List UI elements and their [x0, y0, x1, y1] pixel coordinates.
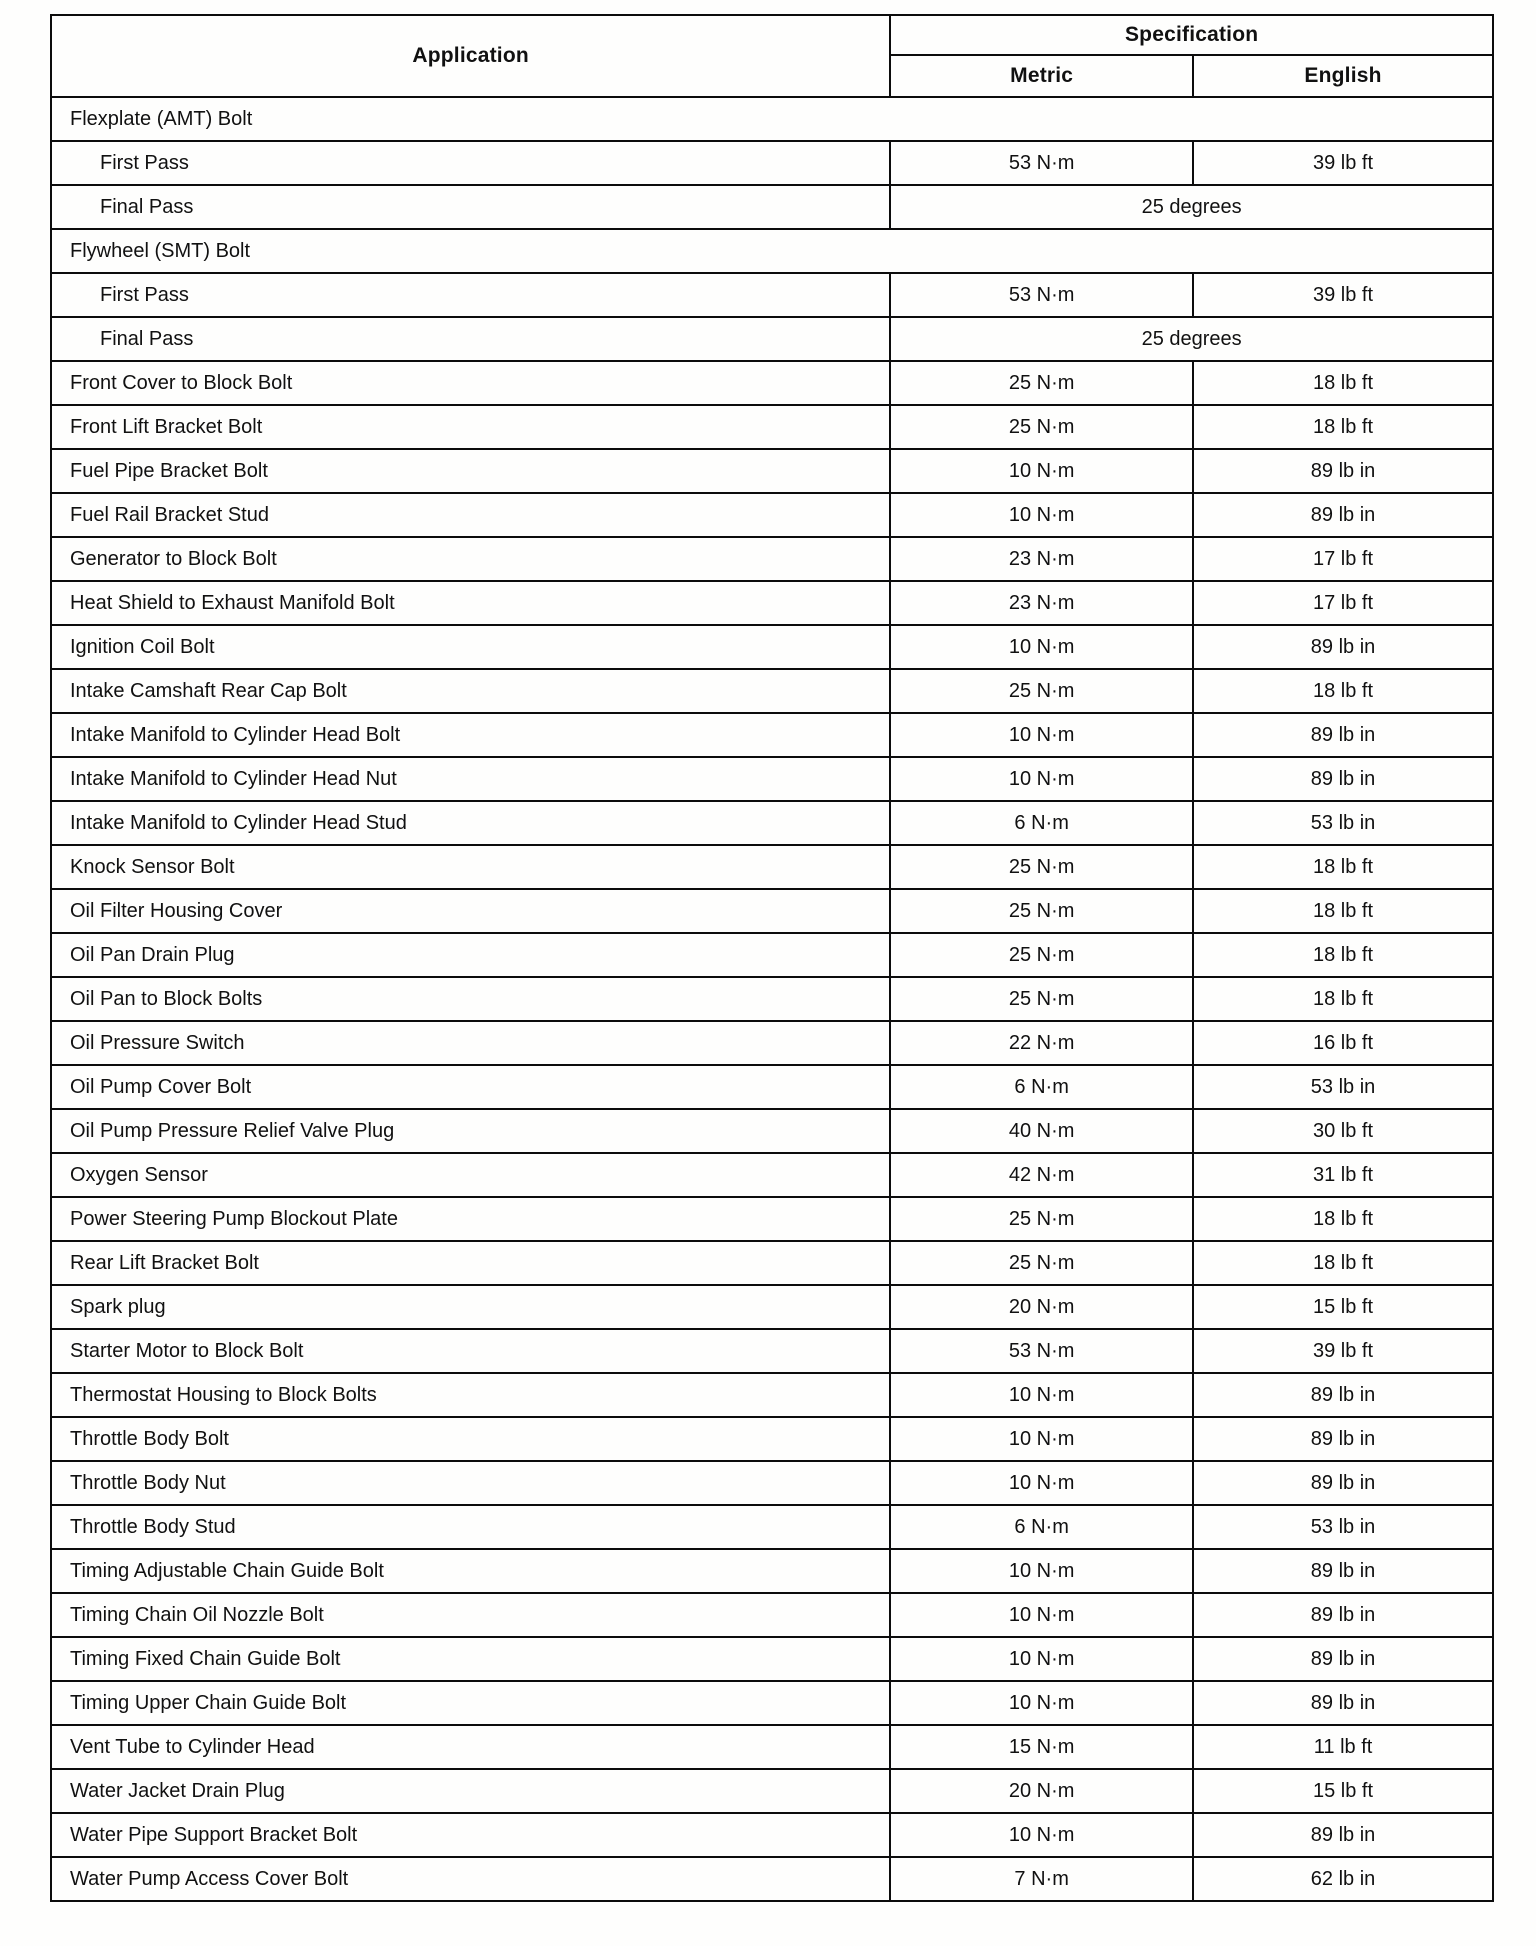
application-cell: Final Pass [51, 317, 890, 361]
table-row [51, 185, 1493, 229]
table-row [51, 1857, 1493, 1901]
english-cell: 53 lb in [1193, 801, 1493, 845]
table-row [51, 977, 1493, 1021]
metric-cell: 53 N·m [890, 1329, 1193, 1373]
table-row [51, 1725, 1493, 1769]
table-row [51, 1417, 1493, 1461]
english-cell: 89 lb in [1193, 1461, 1493, 1505]
table-row [51, 1197, 1493, 1241]
english-cell: 53 lb in [1193, 1065, 1493, 1109]
application-cell: Throttle Body Nut [51, 1461, 890, 1505]
table-row [51, 1109, 1493, 1153]
metric-cell: 53 N·m [890, 273, 1193, 317]
table-row [51, 493, 1493, 537]
application-cell: Timing Fixed Chain Guide Bolt [51, 1637, 890, 1681]
table-row [51, 317, 1493, 361]
application-cell: Oil Pressure Switch [51, 1021, 890, 1065]
header-row-top [51, 15, 1493, 55]
english-cell: 18 lb ft [1193, 1241, 1493, 1285]
english-cell: 18 lb ft [1193, 933, 1493, 977]
torque-spec-table [50, 14, 1494, 1902]
table-row [51, 933, 1493, 977]
application-cell: Oil Pan Drain Plug [51, 933, 890, 977]
metric-cell: 10 N·m [890, 1813, 1193, 1857]
application-cell: Oil Pan to Block Bolts [51, 977, 890, 1021]
metric-cell: 10 N·m [890, 449, 1193, 493]
english-cell: 89 lb in [1193, 1593, 1493, 1637]
metric-cell: 10 N·m [890, 757, 1193, 801]
application-cell: First Pass [51, 273, 890, 317]
application-cell: Vent Tube to Cylinder Head [51, 1725, 890, 1769]
application-cell: Generator to Block Bolt [51, 537, 890, 581]
table-row [51, 229, 1493, 273]
table-row [51, 537, 1493, 581]
application-cell: Final Pass [51, 185, 890, 229]
english-cell: 89 lb in [1193, 1373, 1493, 1417]
table-row [51, 1549, 1493, 1593]
english-cell: 11 lb ft [1193, 1725, 1493, 1769]
application-cell: Oil Pump Cover Bolt [51, 1065, 890, 1109]
application-cell: Water Pipe Support Bracket Bolt [51, 1813, 890, 1857]
application-cell: Power Steering Pump Blockout Plate [51, 1197, 890, 1241]
metric-cell: 25 N·m [890, 361, 1193, 405]
application-cell: Water Pump Access Cover Bolt [51, 1857, 890, 1901]
application-cell: Flexplate (AMT) Bolt [51, 97, 1493, 141]
metric-cell: 23 N·m [890, 537, 1193, 581]
table-row [51, 713, 1493, 757]
application-cell: Heat Shield to Exhaust Manifold Bolt [51, 581, 890, 625]
english-cell: 39 lb ft [1193, 141, 1493, 185]
application-cell: Intake Camshaft Rear Cap Bolt [51, 669, 890, 713]
application-cell: Timing Adjustable Chain Guide Bolt [51, 1549, 890, 1593]
english-cell: 39 lb ft [1193, 1329, 1493, 1373]
english-column-header: English [1193, 55, 1493, 97]
metric-cell: 10 N·m [890, 1461, 1193, 1505]
english-cell: 89 lb in [1193, 493, 1493, 537]
application-cell: Thermostat Housing to Block Bolts [51, 1373, 890, 1417]
table-row [51, 669, 1493, 713]
table-row [51, 1769, 1493, 1813]
metric-cell: 40 N·m [890, 1109, 1193, 1153]
metric-cell: 10 N·m [890, 1593, 1193, 1637]
metric-cell: 25 N·m [890, 889, 1193, 933]
table-row [51, 1285, 1493, 1329]
english-cell: 18 lb ft [1193, 889, 1493, 933]
table-row [51, 1241, 1493, 1285]
metric-cell: 25 N·m [890, 933, 1193, 977]
english-cell: 17 lb ft [1193, 537, 1493, 581]
table-row [51, 1813, 1493, 1857]
metric-cell: 20 N·m [890, 1769, 1193, 1813]
application-cell: Knock Sensor Bolt [51, 845, 890, 889]
metric-cell: 10 N·m [890, 1417, 1193, 1461]
table-row [51, 141, 1493, 185]
application-cell: Intake Manifold to Cylinder Head Bolt [51, 713, 890, 757]
metric-cell: 25 N·m [890, 1241, 1193, 1285]
metric-cell: 20 N·m [890, 1285, 1193, 1329]
specification-cell: 25 degrees [890, 317, 1493, 361]
application-cell: Throttle Body Stud [51, 1505, 890, 1549]
specification-column-header: Specification [890, 15, 1493, 55]
table-row [51, 1461, 1493, 1505]
metric-cell: 10 N·m [890, 1373, 1193, 1417]
application-cell: Starter Motor to Block Bolt [51, 1329, 890, 1373]
english-cell: 39 lb ft [1193, 273, 1493, 317]
application-cell: Oil Pump Pressure Relief Valve Plug [51, 1109, 890, 1153]
application-cell: Spark plug [51, 1285, 890, 1329]
english-cell: 89 lb in [1193, 1417, 1493, 1461]
metric-cell: 22 N·m [890, 1021, 1193, 1065]
application-cell: Rear Lift Bracket Bolt [51, 1241, 890, 1285]
english-cell: 89 lb in [1193, 1681, 1493, 1725]
metric-cell: 23 N·m [890, 581, 1193, 625]
table-row [51, 405, 1493, 449]
table-row [51, 625, 1493, 669]
english-cell: 18 lb ft [1193, 405, 1493, 449]
table-row [51, 449, 1493, 493]
table-row [51, 845, 1493, 889]
english-cell: 89 lb in [1193, 1813, 1493, 1857]
application-cell: Oil Filter Housing Cover [51, 889, 890, 933]
application-cell: Front Cover to Block Bolt [51, 361, 890, 405]
table-row [51, 581, 1493, 625]
metric-cell: 6 N·m [890, 1505, 1193, 1549]
application-cell: Ignition Coil Bolt [51, 625, 890, 669]
english-cell: 15 lb ft [1193, 1769, 1493, 1813]
table-row [51, 361, 1493, 405]
application-cell: Water Jacket Drain Plug [51, 1769, 890, 1813]
english-cell: 18 lb ft [1193, 361, 1493, 405]
application-column-header: Application [51, 15, 890, 97]
application-cell: Intake Manifold to Cylinder Head Stud [51, 801, 890, 845]
metric-cell: 25 N·m [890, 669, 1193, 713]
table-row [51, 1505, 1493, 1549]
application-cell: Timing Chain Oil Nozzle Bolt [51, 1593, 890, 1637]
metric-cell: 25 N·m [890, 405, 1193, 449]
table-row [51, 757, 1493, 801]
table-row [51, 1329, 1493, 1373]
application-cell: Intake Manifold to Cylinder Head Nut [51, 757, 890, 801]
metric-cell: 10 N·m [890, 1681, 1193, 1725]
table-row [51, 801, 1493, 845]
application-cell: Front Lift Bracket Bolt [51, 405, 890, 449]
english-cell: 18 lb ft [1193, 1197, 1493, 1241]
english-cell: 89 lb in [1193, 449, 1493, 493]
application-cell: First Pass [51, 141, 890, 185]
specification-cell: 25 degrees [890, 185, 1493, 229]
english-cell: 89 lb in [1193, 713, 1493, 757]
metric-cell: 25 N·m [890, 845, 1193, 889]
table-row [51, 1021, 1493, 1065]
table-row [51, 889, 1493, 933]
table-row [51, 1153, 1493, 1197]
table-row [51, 97, 1493, 141]
english-cell: 89 lb in [1193, 625, 1493, 669]
english-cell: 18 lb ft [1193, 977, 1493, 1021]
english-cell: 89 lb in [1193, 1549, 1493, 1593]
english-cell: 16 lb ft [1193, 1021, 1493, 1065]
metric-column-header: Metric [890, 55, 1193, 97]
table-row [51, 1681, 1493, 1725]
metric-cell: 10 N·m [890, 1549, 1193, 1593]
table-row [51, 1065, 1493, 1109]
table-row [51, 1593, 1493, 1637]
application-cell: Flywheel (SMT) Bolt [51, 229, 1493, 273]
english-cell: 53 lb in [1193, 1505, 1493, 1549]
metric-cell: 6 N·m [890, 801, 1193, 845]
metric-cell: 10 N·m [890, 713, 1193, 757]
application-cell: Throttle Body Bolt [51, 1417, 890, 1461]
english-cell: 15 lb ft [1193, 1285, 1493, 1329]
table-row [51, 1637, 1493, 1681]
metric-cell: 10 N·m [890, 1637, 1193, 1681]
metric-cell: 6 N·m [890, 1065, 1193, 1109]
metric-cell: 7 N·m [890, 1857, 1193, 1901]
table-row [51, 1373, 1493, 1417]
table-body [51, 97, 1493, 1901]
metric-cell: 25 N·m [890, 977, 1193, 1021]
english-cell: 89 lb in [1193, 1637, 1493, 1681]
english-cell: 31 lb ft [1193, 1153, 1493, 1197]
english-cell: 62 lb in [1193, 1857, 1493, 1901]
application-cell: Fuel Rail Bracket Stud [51, 493, 890, 537]
english-cell: 89 lb in [1193, 757, 1493, 801]
application-cell: Timing Upper Chain Guide Bolt [51, 1681, 890, 1725]
table-header [51, 15, 1493, 97]
metric-cell: 10 N·m [890, 625, 1193, 669]
english-cell: 18 lb ft [1193, 669, 1493, 713]
english-cell: 30 lb ft [1193, 1109, 1493, 1153]
english-cell: 17 lb ft [1193, 581, 1493, 625]
metric-cell: 15 N·m [890, 1725, 1193, 1769]
application-cell: Oxygen Sensor [51, 1153, 890, 1197]
application-cell: Fuel Pipe Bracket Bolt [51, 449, 890, 493]
english-cell: 18 lb ft [1193, 845, 1493, 889]
metric-cell: 10 N·m [890, 493, 1193, 537]
table-row [51, 273, 1493, 317]
metric-cell: 25 N·m [890, 1197, 1193, 1241]
metric-cell: 53 N·m [890, 141, 1193, 185]
metric-cell: 42 N·m [890, 1153, 1193, 1197]
